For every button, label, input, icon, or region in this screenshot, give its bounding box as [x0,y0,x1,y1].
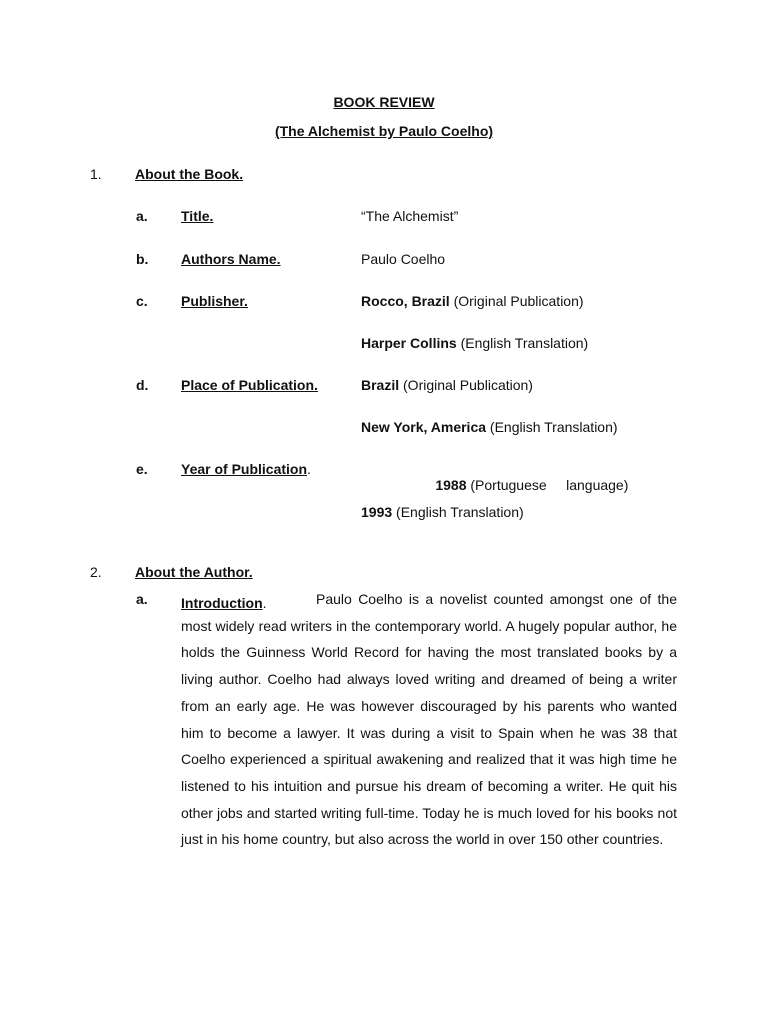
book-title-row [0,208,768,228]
document-title: BOOK REVIEW [333,94,435,110]
intro-label-suffix: . [262,595,267,611]
item-label: Title. [181,208,214,224]
item-label: Authors Name. [181,251,281,267]
publisher-row-2 [0,335,768,355]
place-row [0,377,768,397]
item-letter: b. [136,251,149,267]
intro-label-group [181,590,267,617]
item-label-group [181,461,311,477]
section-2-number: 2. [90,564,102,580]
author-name-row [0,251,768,271]
item-value: Brazil (Original Publication) [361,377,533,393]
item-label: Place of Publication. [181,377,318,393]
publisher-row [0,293,768,313]
item-value: Paulo Coelho [361,251,446,267]
intro-label: Introduction [181,595,263,611]
item-value: 1993 (English Translation) [361,504,524,520]
section-2-heading: About the Author. [135,564,253,580]
year-row-2 [0,504,768,524]
item-value: Harper Collins (English Translation) [361,335,589,351]
item-value: 1988 (Portuguese language) [435,477,629,493]
place-row-2 [0,419,768,439]
item-letter: e. [136,461,148,477]
item-letter: a. [136,208,148,224]
item-value: New York, America (English Translation) [361,419,618,435]
document-subtitle: (The Alchemist by Paulo Coelho) [274,123,494,139]
intro-paragraph [181,586,677,853]
item-value: “The Alchemist” [361,208,459,224]
section-1-number: 1. [90,166,102,182]
item-letter: d. [136,377,149,393]
item-value: Rocco, Brazil (Original Publication) [361,293,584,309]
item-letter: c. [136,293,148,309]
item-label: Publisher. [181,293,248,309]
item-label-suffix: . [307,461,311,477]
item-label: Year of Publication [181,461,308,477]
intro-letter: a. [136,591,148,607]
intro-text: Paulo Coelho is a novelist counted amongst one of the most widely read writers in the contemporary world. A hugely popular author, he holds the Guinness World Record for having the most translated books by a living author. Coelho had always loved writing and dreamed of being a writer from an early age. He was however discouraged by his parents who wanted him to become a lawyer. It was during a visit to Spain when he was 38 that Coelho experienced a spiritual awakening and realized that it was high time he listened to his intuition and pursue his dream of becoming a writer. He quit his other jobs and started writing full-time. Today he is much loved for his books not just in his home country, but also across the world in over 150 other countries. [181,591,677,848]
section-1-heading: About the Book. [135,166,244,182]
year-row [0,461,768,493]
